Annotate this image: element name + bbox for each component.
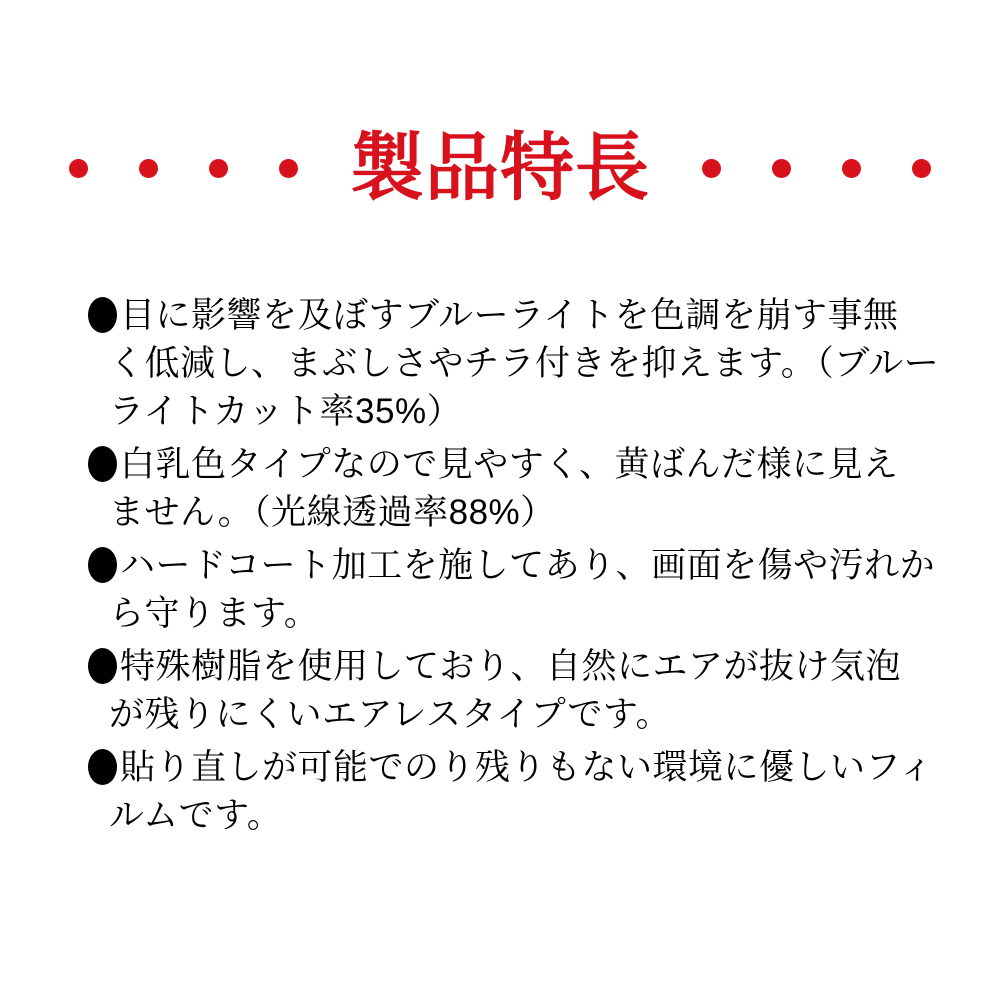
feature-line (88, 744, 978, 792)
dot-icon (69, 159, 88, 178)
section-header (0, 122, 1000, 214)
feature-item (88, 643, 978, 739)
feature-line (88, 292, 978, 340)
bullet-icon (88, 297, 117, 333)
feature-line-text: 貼り直しが可能でのり残りもない環境に優しいフィ (120, 748, 934, 787)
feature-line-text: ハードコート加工を施してあり、画面を傷や汚れか (120, 546, 936, 585)
feature-item (88, 292, 978, 436)
dot-icon (279, 159, 298, 178)
dot-icon (209, 159, 228, 178)
dot-icon (912, 159, 931, 178)
feature-line (88, 542, 978, 590)
feature-line: ません。（光線透過率88%） (109, 493, 556, 532)
feature-line (88, 643, 978, 691)
feature-line-text: 目に影響を及ぼすブルーライトを色調を崩す事無 (120, 296, 899, 335)
bullet-icon (88, 648, 117, 684)
feature-item (88, 441, 978, 537)
bullet-icon (88, 446, 117, 482)
dot-row-left (69, 159, 298, 178)
feature-item (88, 744, 978, 840)
feature-list (88, 292, 978, 845)
feature-item (88, 542, 978, 638)
feature-line: ルムです。 (109, 796, 283, 835)
feature-line: く低減し、まぶしさやチラ付きを抑えます。（ブルー (109, 344, 940, 383)
feature-line: が残りにくいエアレスタイプです。 (109, 695, 672, 734)
dot-icon (842, 159, 861, 178)
dot-icon (702, 159, 721, 178)
bullet-icon (88, 749, 117, 785)
feature-line: ら守ります。 (109, 594, 320, 633)
feature-line: ライトカット率35%） (109, 392, 463, 431)
bullet-icon (88, 547, 117, 583)
feature-line (88, 441, 978, 489)
feature-line-text: 特殊樹脂を使用しており、自然にエアが抜け気泡 (120, 647, 902, 686)
feature-line-text: 白乳色タイプなので見やすく、黄ばんだ様に見え (120, 445, 899, 484)
dot-row-right (702, 159, 931, 178)
dot-icon (139, 159, 158, 178)
dot-icon (772, 159, 791, 178)
page-title: 製品特長 (350, 126, 650, 209)
